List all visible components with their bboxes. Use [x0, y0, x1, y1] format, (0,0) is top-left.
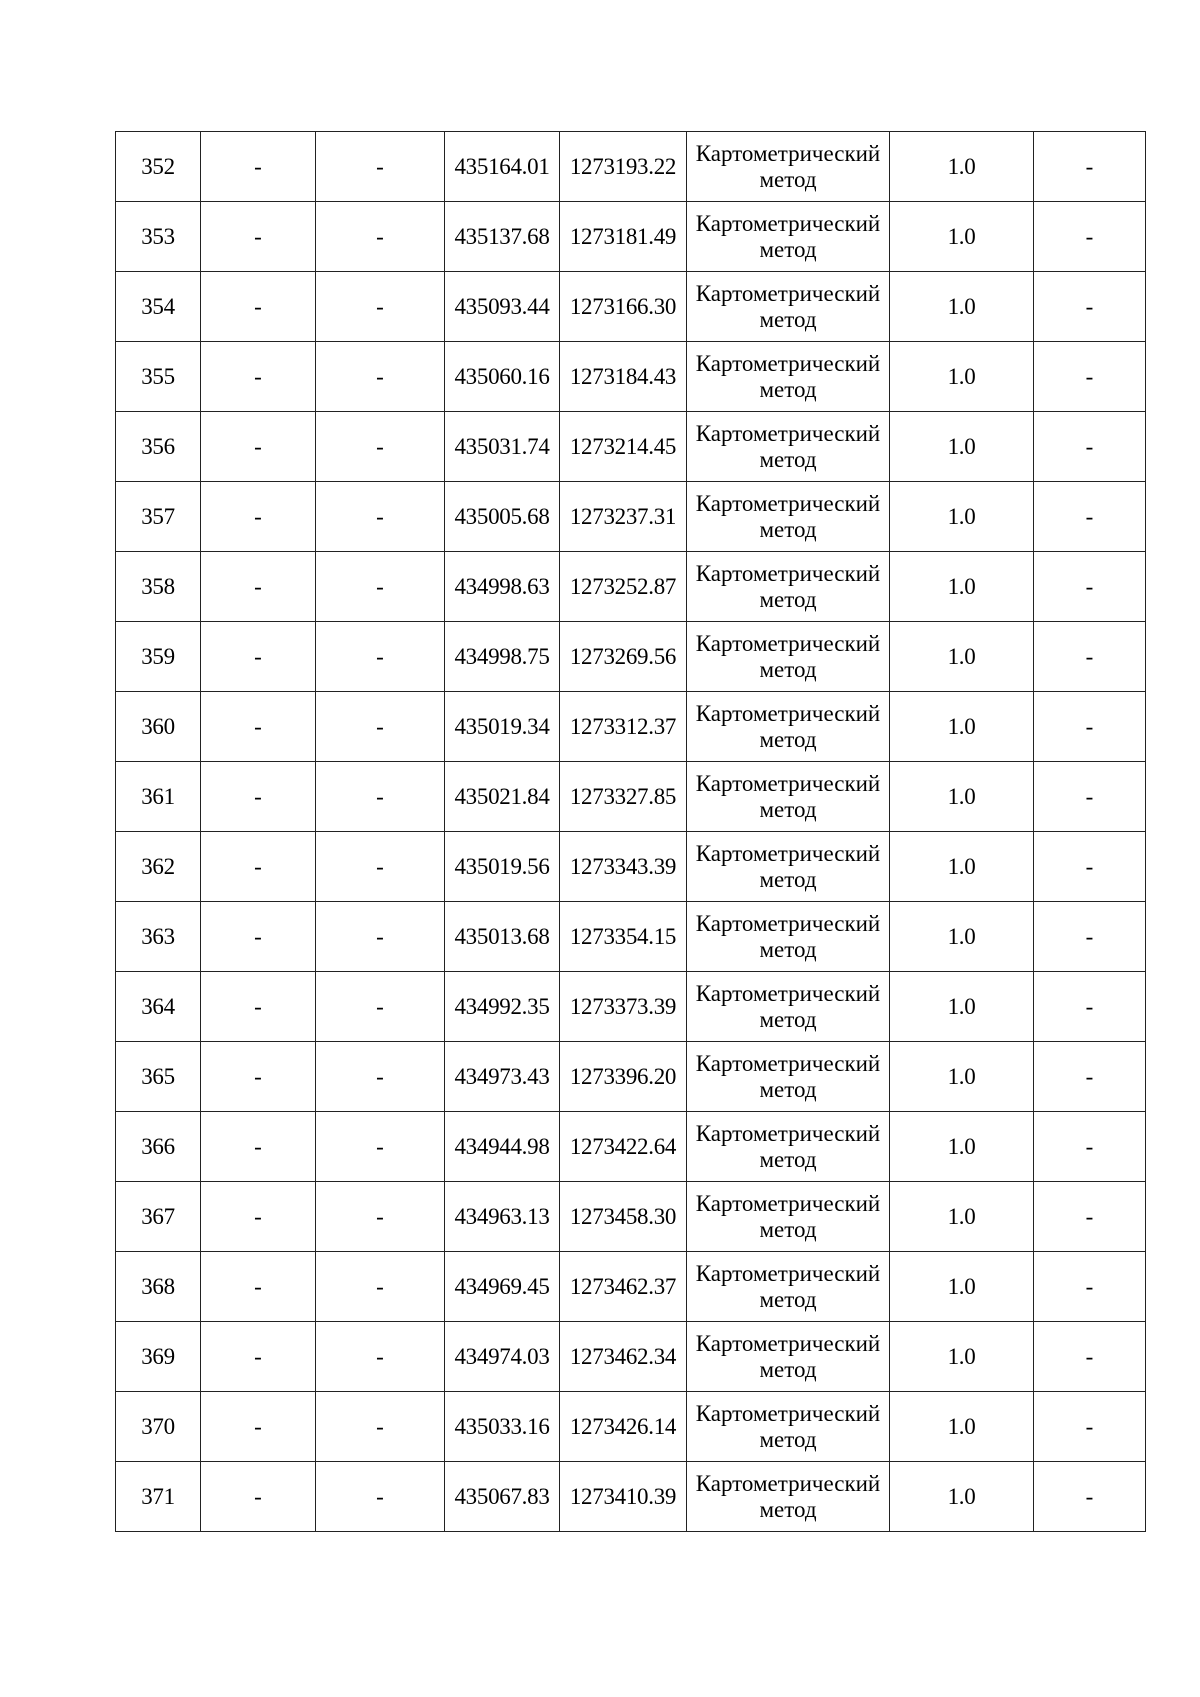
- method-cell: [687, 692, 890, 762]
- method-line-1: Картометрический: [695, 980, 881, 1006]
- method-line-2: метод: [759, 796, 817, 822]
- empty-dash-cell: -: [316, 622, 445, 692]
- x-coordinate-cell: 434992.35: [445, 972, 560, 1042]
- empty-dash-cell: -: [316, 1322, 445, 1392]
- table-row: [116, 1042, 1146, 1112]
- x-coordinate-cell: 435019.56: [445, 832, 560, 902]
- method-cell: [687, 342, 890, 412]
- method-line-1: Картометрический: [695, 210, 881, 236]
- method-line-2: метод: [759, 446, 817, 472]
- empty-dash-cell: -: [1034, 1252, 1146, 1322]
- empty-dash-cell: -: [316, 832, 445, 902]
- x-coordinate-cell: 435137.68: [445, 202, 560, 272]
- empty-dash-cell: -: [316, 692, 445, 762]
- table-row: [116, 202, 1146, 272]
- x-coordinate-cell: 435019.34: [445, 692, 560, 762]
- empty-dash-cell: -: [316, 902, 445, 972]
- accuracy-cell: 1.0: [890, 1322, 1034, 1392]
- method-line-2: метод: [759, 1006, 817, 1032]
- method-line-2: метод: [759, 936, 817, 962]
- method-cell: [687, 272, 890, 342]
- y-coordinate-cell: 1273166.30: [560, 272, 687, 342]
- method-line-2: метод: [759, 306, 817, 332]
- method-cell: [687, 132, 890, 202]
- method-line-2: метод: [759, 866, 817, 892]
- empty-dash-cell: -: [1034, 1322, 1146, 1392]
- empty-dash-cell: -: [1034, 132, 1146, 202]
- point-number-cell: 360: [116, 692, 201, 762]
- x-coordinate-cell: 435164.01: [445, 132, 560, 202]
- method-line-1: Картометрический: [695, 490, 881, 516]
- method-line-2: метод: [759, 1426, 817, 1452]
- accuracy-cell: 1.0: [890, 552, 1034, 622]
- accuracy-cell: 1.0: [890, 692, 1034, 762]
- accuracy-cell: 1.0: [890, 412, 1034, 482]
- empty-dash-cell: -: [201, 202, 316, 272]
- empty-dash-cell: -: [1034, 552, 1146, 622]
- method-cell: [687, 1252, 890, 1322]
- empty-dash-cell: -: [201, 692, 316, 762]
- point-number-cell: 358: [116, 552, 201, 622]
- method-line-1: Картометрический: [695, 770, 881, 796]
- x-coordinate-cell: 435093.44: [445, 272, 560, 342]
- point-number-cell: 364: [116, 972, 201, 1042]
- method-cell: [687, 202, 890, 272]
- empty-dash-cell: -: [1034, 762, 1146, 832]
- table-row: [116, 832, 1146, 902]
- accuracy-cell: 1.0: [890, 482, 1034, 552]
- y-coordinate-cell: 1273252.87: [560, 552, 687, 622]
- empty-dash-cell: -: [201, 272, 316, 342]
- table-body: [116, 132, 1146, 1532]
- empty-dash-cell: -: [316, 342, 445, 412]
- table-row: [116, 552, 1146, 622]
- x-coordinate-cell: 434963.13: [445, 1182, 560, 1252]
- empty-dash-cell: -: [201, 762, 316, 832]
- x-coordinate-cell: 435013.68: [445, 902, 560, 972]
- accuracy-cell: 1.0: [890, 342, 1034, 412]
- accuracy-cell: 1.0: [890, 832, 1034, 902]
- method-line-2: метод: [759, 1076, 817, 1102]
- accuracy-cell: 1.0: [890, 902, 1034, 972]
- method-cell: [687, 1182, 890, 1252]
- x-coordinate-cell: 434973.43: [445, 1042, 560, 1112]
- method-cell: [687, 482, 890, 552]
- table-row: [116, 132, 1146, 202]
- empty-dash-cell: -: [316, 132, 445, 202]
- empty-dash-cell: -: [201, 902, 316, 972]
- table-row: [116, 482, 1146, 552]
- method-line-1: Картометрический: [695, 350, 881, 376]
- table-row: [116, 1322, 1146, 1392]
- method-line-2: метод: [759, 1496, 817, 1522]
- empty-dash-cell: -: [316, 762, 445, 832]
- empty-dash-cell: -: [201, 412, 316, 482]
- method-line-1: Картометрический: [695, 140, 881, 166]
- point-number-cell: 352: [116, 132, 201, 202]
- point-number-cell: 365: [116, 1042, 201, 1112]
- table-row: [116, 762, 1146, 832]
- point-number-cell: 367: [116, 1182, 201, 1252]
- method-line-2: метод: [759, 166, 817, 192]
- method-line-2: метод: [759, 1356, 817, 1382]
- empty-dash-cell: -: [1034, 1182, 1146, 1252]
- empty-dash-cell: -: [1034, 972, 1146, 1042]
- method-line-1: Картометрический: [695, 280, 881, 306]
- x-coordinate-cell: 434944.98: [445, 1112, 560, 1182]
- x-coordinate-cell: 434974.03: [445, 1322, 560, 1392]
- empty-dash-cell: -: [201, 1462, 316, 1532]
- method-line-1: Картометрический: [695, 1050, 881, 1076]
- empty-dash-cell: -: [1034, 1392, 1146, 1462]
- x-coordinate-cell: 435060.16: [445, 342, 560, 412]
- empty-dash-cell: -: [201, 552, 316, 622]
- point-number-cell: 369: [116, 1322, 201, 1392]
- empty-dash-cell: -: [316, 1112, 445, 1182]
- point-number-cell: 371: [116, 1462, 201, 1532]
- table-row: [116, 272, 1146, 342]
- method-line-1: Картометрический: [695, 1400, 881, 1426]
- method-line-1: Картометрический: [695, 1260, 881, 1286]
- empty-dash-cell: -: [201, 482, 316, 552]
- empty-dash-cell: -: [316, 272, 445, 342]
- coordinates-table: [115, 131, 1146, 1532]
- y-coordinate-cell: 1273214.45: [560, 412, 687, 482]
- empty-dash-cell: -: [201, 132, 316, 202]
- table-row: [116, 1112, 1146, 1182]
- empty-dash-cell: -: [1034, 1042, 1146, 1112]
- empty-dash-cell: -: [1034, 272, 1146, 342]
- y-coordinate-cell: 1273312.37: [560, 692, 687, 762]
- method-line-2: метод: [759, 1146, 817, 1172]
- y-coordinate-cell: 1273354.15: [560, 902, 687, 972]
- y-coordinate-cell: 1273462.37: [560, 1252, 687, 1322]
- empty-dash-cell: -: [316, 1252, 445, 1322]
- x-coordinate-cell: 434998.75: [445, 622, 560, 692]
- x-coordinate-cell: 435005.68: [445, 482, 560, 552]
- method-line-1: Картометрический: [695, 910, 881, 936]
- table-row: [116, 692, 1146, 762]
- accuracy-cell: 1.0: [890, 1392, 1034, 1462]
- y-coordinate-cell: 1273269.56: [560, 622, 687, 692]
- method-cell: [687, 1112, 890, 1182]
- point-number-cell: 370: [116, 1392, 201, 1462]
- empty-dash-cell: -: [316, 1042, 445, 1112]
- empty-dash-cell: -: [201, 1112, 316, 1182]
- empty-dash-cell: -: [1034, 832, 1146, 902]
- empty-dash-cell: -: [1034, 1112, 1146, 1182]
- method-line-1: Картометрический: [695, 420, 881, 446]
- point-number-cell: 361: [116, 762, 201, 832]
- point-number-cell: 355: [116, 342, 201, 412]
- point-number-cell: 357: [116, 482, 201, 552]
- x-coordinate-cell: 435021.84: [445, 762, 560, 832]
- accuracy-cell: 1.0: [890, 1112, 1034, 1182]
- point-number-cell: 354: [116, 272, 201, 342]
- accuracy-cell: 1.0: [890, 972, 1034, 1042]
- accuracy-cell: 1.0: [890, 622, 1034, 692]
- empty-dash-cell: -: [316, 1462, 445, 1532]
- y-coordinate-cell: 1273396.20: [560, 1042, 687, 1112]
- empty-dash-cell: -: [1034, 902, 1146, 972]
- table-row: [116, 1462, 1146, 1532]
- accuracy-cell: 1.0: [890, 132, 1034, 202]
- method-line-1: Картометрический: [695, 700, 881, 726]
- x-coordinate-cell: 435033.16: [445, 1392, 560, 1462]
- method-cell: [687, 902, 890, 972]
- x-coordinate-cell: 434969.45: [445, 1252, 560, 1322]
- method-cell: [687, 1462, 890, 1532]
- method-line-2: метод: [759, 516, 817, 542]
- y-coordinate-cell: 1273184.43: [560, 342, 687, 412]
- empty-dash-cell: -: [201, 1182, 316, 1252]
- empty-dash-cell: -: [201, 1322, 316, 1392]
- method-line-1: Картометрический: [695, 1330, 881, 1356]
- accuracy-cell: 1.0: [890, 1042, 1034, 1112]
- empty-dash-cell: -: [316, 202, 445, 272]
- method-line-1: Картометрический: [695, 840, 881, 866]
- method-line-2: метод: [759, 726, 817, 752]
- point-number-cell: 353: [116, 202, 201, 272]
- table-row: [116, 622, 1146, 692]
- empty-dash-cell: -: [201, 1042, 316, 1112]
- y-coordinate-cell: 1273458.30: [560, 1182, 687, 1252]
- y-coordinate-cell: 1273181.49: [560, 202, 687, 272]
- accuracy-cell: 1.0: [890, 1252, 1034, 1322]
- method-cell: [687, 412, 890, 482]
- empty-dash-cell: -: [316, 1182, 445, 1252]
- empty-dash-cell: -: [201, 972, 316, 1042]
- empty-dash-cell: -: [1034, 622, 1146, 692]
- method-line-1: Картометрический: [695, 630, 881, 656]
- method-line-1: Картометрический: [695, 1120, 881, 1146]
- empty-dash-cell: -: [1034, 342, 1146, 412]
- empty-dash-cell: -: [201, 622, 316, 692]
- y-coordinate-cell: 1273410.39: [560, 1462, 687, 1532]
- empty-dash-cell: -: [1034, 1462, 1146, 1532]
- empty-dash-cell: -: [1034, 692, 1146, 762]
- x-coordinate-cell: 435031.74: [445, 412, 560, 482]
- empty-dash-cell: -: [316, 482, 445, 552]
- accuracy-cell: 1.0: [890, 272, 1034, 342]
- method-cell: [687, 972, 890, 1042]
- empty-dash-cell: -: [1034, 202, 1146, 272]
- method-line-2: метод: [759, 376, 817, 402]
- method-cell: [687, 552, 890, 622]
- empty-dash-cell: -: [316, 972, 445, 1042]
- table-row: [116, 342, 1146, 412]
- method-cell: [687, 762, 890, 832]
- method-line-1: Картометрический: [695, 560, 881, 586]
- method-cell: [687, 832, 890, 902]
- method-line-1: Картометрический: [695, 1190, 881, 1216]
- y-coordinate-cell: 1273327.85: [560, 762, 687, 832]
- empty-dash-cell: -: [1034, 412, 1146, 482]
- method-cell: [687, 1392, 890, 1462]
- accuracy-cell: 1.0: [890, 1182, 1034, 1252]
- accuracy-cell: 1.0: [890, 1462, 1034, 1532]
- empty-dash-cell: -: [316, 412, 445, 482]
- method-line-2: метод: [759, 656, 817, 682]
- table-row: [116, 902, 1146, 972]
- method-line-2: метод: [759, 1216, 817, 1242]
- y-coordinate-cell: 1273193.22: [560, 132, 687, 202]
- method-line-2: метод: [759, 1286, 817, 1312]
- y-coordinate-cell: 1273237.31: [560, 482, 687, 552]
- point-number-cell: 356: [116, 412, 201, 482]
- empty-dash-cell: -: [316, 1392, 445, 1462]
- y-coordinate-cell: 1273343.39: [560, 832, 687, 902]
- y-coordinate-cell: 1273462.34: [560, 1322, 687, 1392]
- x-coordinate-cell: 435067.83: [445, 1462, 560, 1532]
- table-row: [116, 1182, 1146, 1252]
- empty-dash-cell: -: [1034, 482, 1146, 552]
- table-row: [116, 412, 1146, 482]
- point-number-cell: 366: [116, 1112, 201, 1182]
- method-cell: [687, 1322, 890, 1392]
- table-row: [116, 1392, 1146, 1462]
- method-cell: [687, 1042, 890, 1112]
- empty-dash-cell: -: [201, 1392, 316, 1462]
- empty-dash-cell: -: [316, 552, 445, 622]
- point-number-cell: 368: [116, 1252, 201, 1322]
- empty-dash-cell: -: [201, 342, 316, 412]
- accuracy-cell: 1.0: [890, 762, 1034, 832]
- y-coordinate-cell: 1273422.64: [560, 1112, 687, 1182]
- point-number-cell: 359: [116, 622, 201, 692]
- y-coordinate-cell: 1273373.39: [560, 972, 687, 1042]
- table-row: [116, 1252, 1146, 1322]
- empty-dash-cell: -: [201, 832, 316, 902]
- method-line-2: метод: [759, 586, 817, 612]
- y-coordinate-cell: 1273426.14: [560, 1392, 687, 1462]
- point-number-cell: 363: [116, 902, 201, 972]
- empty-dash-cell: -: [201, 1252, 316, 1322]
- x-coordinate-cell: 434998.63: [445, 552, 560, 622]
- point-number-cell: 362: [116, 832, 201, 902]
- method-line-1: Картометрический: [695, 1470, 881, 1496]
- accuracy-cell: 1.0: [890, 202, 1034, 272]
- method-cell: [687, 622, 890, 692]
- table-row: [116, 972, 1146, 1042]
- method-line-2: метод: [759, 236, 817, 262]
